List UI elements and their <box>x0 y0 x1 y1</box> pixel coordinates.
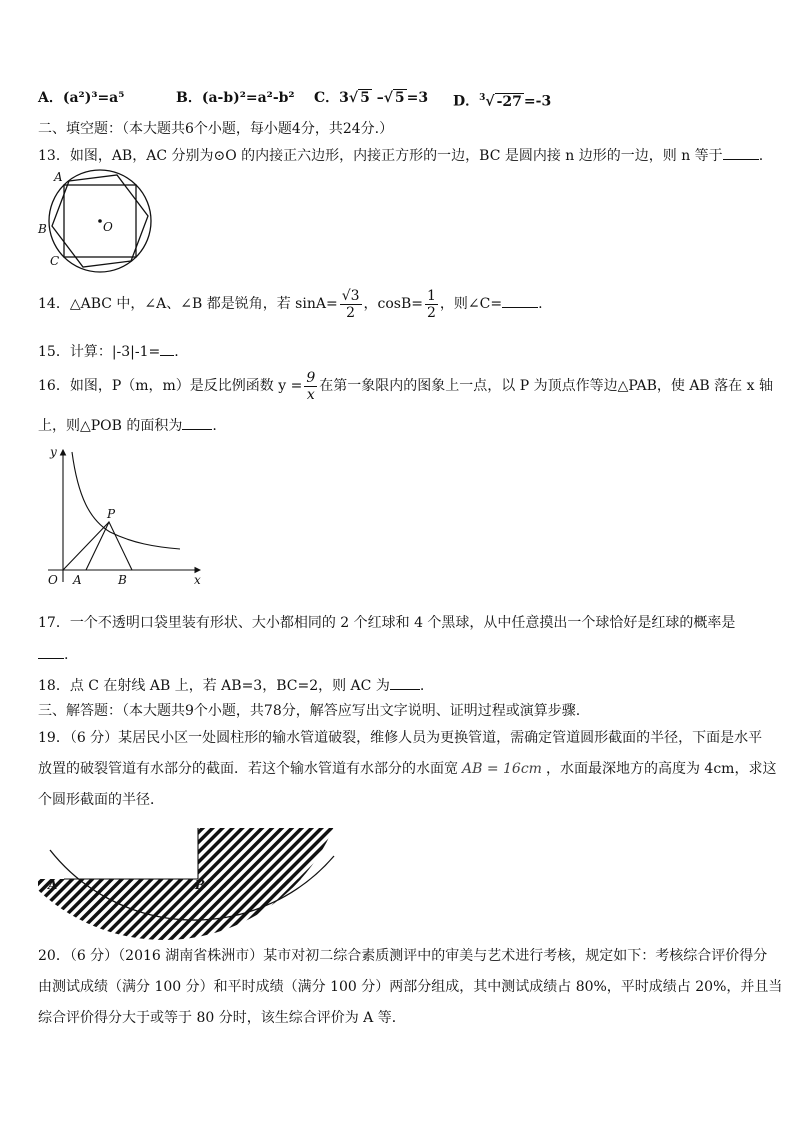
q13-label-a: A <box>54 170 63 184</box>
option-a: A．(a²)³=a⁵ <box>38 90 125 106</box>
q19-math-ab: AB = 16cm <box>462 761 542 777</box>
q17-text: 17．一个不透明口袋里装有形状、大小都相同的 2 个红球和 4 个黑球，从中任意摸出一个球恰好是红球的概率是 <box>38 615 736 631</box>
q16-label-p: P <box>107 507 116 521</box>
q19-label-a: A <box>48 878 58 892</box>
q16-label-b: B <box>118 573 127 587</box>
q19-text-line1: 19．（6 分）某居民小区一处圆柱形的输水管道破裂，维修人员为更换管道，需确定管道圆形截面的半径，下面是水平 <box>38 730 763 746</box>
q20-text-line1: 20．（6 分）（2016 湖南省株洲市）某市对初二综合素质测评中的审美与艺术进行考核，规定如下：考核综合评价得分 <box>38 948 768 964</box>
q19-pipe-wall-hatch <box>198 828 338 888</box>
q13-text: 13．如图，AB，AC 分别为⊙O 的内接正六边形，内接正方形的一边，BC 是圆内接 n 边形的一边，则 n 等于 . <box>38 145 763 166</box>
q13-answer-blank[interactable] <box>723 145 759 160</box>
q13-label-o: O <box>103 220 113 234</box>
q15-answer-blank[interactable] <box>160 341 174 356</box>
q16-label-o: O <box>48 573 58 587</box>
q14-frac-sin: $\frac{√3}{2}$ <box>341 287 360 321</box>
q16-text: 16．如图，P（m，m）是反比例函数 y = $\frac{9}{x}$ 在第一象限内的图象上一点，以 P 为顶点作等边△PAB，使 AB 落在 x 轴 <box>38 369 773 403</box>
q13-label-b: B <box>38 222 47 236</box>
q20-text-line3: 综合评价得分大于或等于 80 分时，该生综合评价为 A 等． <box>38 1010 406 1026</box>
q20-text-line2: 由测试成绩（满分 100 分）和平时成绩（满分 100 分）两部分组成，其中测试成绩占 80%，平时成绩占 20%，并且当 <box>38 979 783 995</box>
q14-answer-blank[interactable] <box>502 293 538 308</box>
q16-figure <box>40 442 210 592</box>
q16-frac: $\frac{9}{x}$ <box>306 369 316 403</box>
option-b: B．(a-b)²=a²-b² <box>176 90 295 106</box>
q18-answer-blank[interactable] <box>390 675 420 690</box>
q19-cutout <box>38 822 198 879</box>
q16-text-line2: 上，则△POB 的面积为 . <box>38 415 217 436</box>
q16-label-y: y <box>50 445 57 459</box>
q14-frac-cos: $\frac{1}{2}$ <box>427 287 436 321</box>
q19-water-hatch <box>38 879 338 942</box>
q16-hyperbola <box>72 452 180 549</box>
q16-label-x: x <box>194 573 201 587</box>
q13-label-c: C <box>50 254 60 268</box>
q16-answer-blank[interactable] <box>182 415 212 430</box>
section2-heading: 二、填空题：（本大题共6个小题，每小题4分，共24分.） <box>38 121 394 137</box>
q19-text-line2: 放置的破裂管道有水部分的截面．若这个输水管道有水部分的水面宽 AB = 16cm ，水面最深地方的高度为 4cm，求这 <box>38 761 777 777</box>
q16-triangle-pab <box>86 522 132 570</box>
q19-label-b: B <box>195 878 206 892</box>
section3-heading: 三、解答题：（本大题共9个小题，共78分，解答应写出文字说明、证明过程或演算步骤. <box>38 703 581 719</box>
option-c: C．3√ 5 –√ 5 =3 <box>314 90 429 106</box>
q16-label-a: A <box>73 573 82 587</box>
q17-answer-blank[interactable] <box>38 644 64 659</box>
q19-text-line3: 个圆形截面的半径． <box>38 792 164 808</box>
q18-text: 18．点 C 在射线 AB 上，若 AB=3，BC=2，则 AC 为 . <box>38 675 424 696</box>
q15-text: 15．计算：|-3|-1= . <box>38 341 179 362</box>
q13-figure <box>36 165 156 275</box>
q17-text-line2: . <box>38 644 68 665</box>
q13-center-dot <box>98 219 102 223</box>
q14-text: 14．△ABC 中，∠A、∠B 都是锐角，若 sinA= $\frac{√3}{2}$ ，cosB= $\frac{1}{2}$ ，则∠C= . <box>38 287 543 321</box>
q19-cutout-right <box>198 822 338 828</box>
q19-figure <box>38 822 338 942</box>
option-d: D．$^3$√ -27 =-3 <box>453 93 552 110</box>
q16-segment-op <box>63 522 109 570</box>
